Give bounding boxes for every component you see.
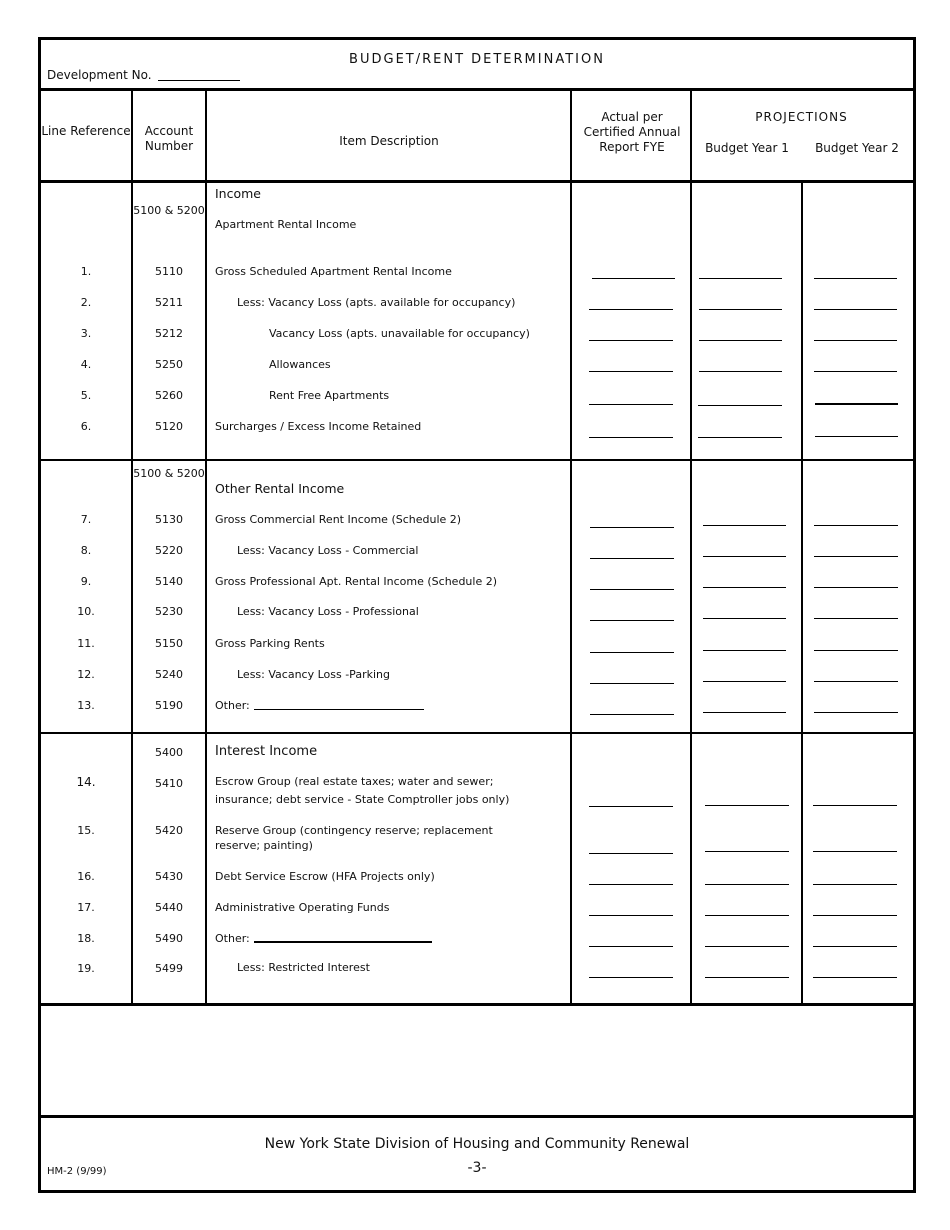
development-label: Development No. [47, 68, 152, 82]
section-income-subtitle: Apartment Rental Income [215, 218, 357, 231]
year1-entry-line[interactable] [705, 851, 789, 852]
actual-entry-line[interactable] [590, 620, 674, 621]
item-description-cont: reserve; painting) [215, 839, 313, 852]
year2-entry-line[interactable] [814, 278, 897, 279]
section-other-account: 5100 & 5200 [133, 467, 205, 480]
item-description: Rent Free Apartments [269, 389, 390, 402]
actual-entry-line[interactable] [589, 977, 673, 978]
line-ref: 13. [77, 699, 95, 712]
line-ref: 2. [80, 296, 92, 309]
col-divider-4 [690, 88, 692, 1004]
page-number: -3- [467, 1160, 487, 1176]
actual-entry-line[interactable] [589, 404, 673, 405]
line-ref: 7. [80, 513, 92, 526]
year2-entry-line[interactable] [813, 884, 897, 885]
account-number: 5110 [155, 265, 183, 278]
year1-entry-line[interactable] [703, 650, 786, 651]
item-description: Administrative Operating Funds [215, 901, 390, 914]
account-number: 5220 [155, 544, 183, 557]
account-number: 5420 [155, 824, 183, 837]
account-number: 5190 [155, 699, 183, 712]
year1-entry-line[interactable] [705, 915, 789, 916]
actual-entry-line[interactable] [589, 437, 673, 438]
col-budget-year-1: Budget Year 1 [705, 141, 789, 155]
section-other-title: Other Rental Income [215, 481, 345, 496]
section-income-account: 5100 & 5200 [133, 204, 205, 217]
year1-entry-line[interactable] [699, 371, 782, 372]
year2-entry-line[interactable] [814, 340, 897, 341]
agency-name: New York State Division of Housing and Community Renewal [264, 1136, 690, 1152]
year1-entry-line[interactable] [705, 884, 789, 885]
title-divider [41, 88, 913, 91]
actual-entry-line[interactable] [590, 558, 674, 559]
actual-entry-line[interactable] [589, 371, 673, 372]
item-description: Gross Scheduled Apartment Rental Income [215, 265, 452, 278]
item-description: Less: Vacancy Loss - Professional [237, 605, 419, 618]
col-divider-2 [205, 88, 207, 1004]
year2-entry-line[interactable] [813, 915, 897, 916]
line-ref: 11. [77, 637, 95, 650]
item-description: Debt Service Escrow (HFA Projects only) [215, 870, 435, 883]
development-number-field[interactable] [158, 80, 240, 81]
year2-entry-line[interactable] [814, 681, 898, 682]
line-ref: 1. [80, 265, 92, 278]
actual-entry-line[interactable] [589, 340, 673, 341]
item-description: Less: Vacancy Loss - Commercial [237, 544, 419, 557]
account-number: 5410 [155, 777, 183, 790]
account-number: 5130 [155, 513, 183, 526]
footer-divider [41, 1115, 913, 1118]
year2-entry-line[interactable] [813, 805, 897, 806]
year1-entry-line[interactable] [705, 977, 789, 978]
col-divider-3 [570, 88, 572, 1004]
year2-entry-line[interactable] [814, 309, 897, 310]
actual-entry-line[interactable] [590, 683, 674, 684]
account-number: 5212 [155, 327, 183, 340]
item-description: Gross Professional Apt. Rental Income (Schedule 2) [215, 575, 498, 588]
year2-entry-line[interactable] [815, 403, 898, 405]
actual-entry-line[interactable] [590, 527, 674, 528]
form-title: BUDGET/RENT DETERMINATION [349, 52, 605, 67]
account-number: 5440 [155, 901, 183, 914]
other-description-field[interactable] [254, 941, 432, 943]
item-description: Less: Vacancy Loss -Parking [237, 668, 390, 681]
col-actual: Actual per Certified Annual Report FYE [583, 110, 681, 154]
year2-entry-line[interactable] [813, 946, 897, 947]
section-income-title: Income [215, 186, 261, 201]
account-number: 5150 [155, 637, 183, 650]
section-divider-1 [41, 459, 913, 461]
account-number: 5230 [155, 605, 183, 618]
col-budget-year-2: Budget Year 2 [815, 141, 899, 155]
line-ref: 10. [77, 605, 95, 618]
year2-entry-line[interactable] [813, 977, 897, 978]
actual-entry-line[interactable] [590, 652, 674, 653]
year2-entry-line[interactable] [814, 618, 898, 619]
actual-entry-line[interactable] [589, 806, 673, 807]
actual-entry-line[interactable] [589, 309, 673, 310]
item-description [215, 698, 424, 713]
form-number: HM-2 (9/99) [47, 1166, 107, 1177]
other-label: Other: [215, 932, 250, 945]
item-description: Less: Vacancy Loss (apts. available for occupancy) [237, 296, 516, 309]
section-interest-title: Interest Income [215, 744, 318, 759]
actual-entry-line[interactable] [589, 915, 673, 916]
header-divider [41, 180, 913, 183]
item-description: Gross Parking Rents [215, 637, 325, 650]
account-number: 5250 [155, 358, 183, 371]
account-number: 5140 [155, 575, 183, 588]
section-interest-account: 5400 [155, 746, 183, 759]
col-projections: PROJECTIONS [755, 110, 848, 124]
year2-entry-line[interactable] [814, 587, 898, 588]
year1-entry-line[interactable] [703, 525, 786, 526]
actual-entry-line[interactable] [589, 884, 673, 885]
item-description: Surcharges / Excess Income Retained [215, 420, 422, 433]
actual-entry-line[interactable] [590, 589, 674, 590]
account-number: 5211 [155, 296, 183, 309]
col-item-description: Item Description [339, 134, 439, 148]
item-description: Reserve Group (contingency reserve; replacement [215, 824, 493, 837]
col-line-reference: Line Reference [41, 124, 131, 138]
year1-entry-line[interactable] [703, 712, 786, 713]
year1-entry-line[interactable] [699, 340, 782, 341]
account-number: 5260 [155, 389, 183, 402]
line-ref: 17. [77, 901, 95, 914]
item-description: Escrow Group (real estate taxes; water and sewer; [215, 775, 494, 788]
year1-entry-line[interactable] [698, 437, 782, 438]
year2-entry-line[interactable] [814, 525, 898, 526]
section-divider-2 [41, 732, 913, 734]
year2-entry-line[interactable] [815, 436, 898, 437]
line-ref: 16. [77, 870, 95, 883]
account-number: 5430 [155, 870, 183, 883]
account-number: 5240 [155, 668, 183, 681]
item-description [215, 931, 432, 946]
table-bottom-divider [41, 1003, 913, 1006]
line-ref: 9. [80, 575, 92, 588]
year1-entry-line[interactable] [699, 309, 782, 310]
year2-entry-line[interactable] [814, 371, 897, 372]
actual-entry-line[interactable] [589, 946, 673, 947]
account-number: 5490 [155, 932, 183, 945]
year1-entry-line[interactable] [705, 805, 789, 806]
account-number: 5499 [155, 962, 183, 975]
year1-entry-line[interactable] [703, 681, 786, 682]
year1-entry-line[interactable] [699, 278, 782, 279]
line-ref: 8. [80, 544, 92, 557]
year1-entry-line[interactable] [698, 405, 782, 406]
year1-entry-line[interactable] [703, 587, 786, 588]
year2-entry-line[interactable] [814, 650, 898, 651]
account-number: 5120 [155, 420, 183, 433]
other-description-field[interactable] [254, 709, 424, 710]
year1-entry-line[interactable] [703, 618, 786, 619]
line-ref: 15. [77, 824, 95, 837]
form-frame [38, 37, 916, 1193]
line-ref: 5. [80, 389, 92, 402]
actual-entry-line[interactable] [589, 853, 673, 854]
line-ref: 12. [77, 668, 95, 681]
item-description: Less: Restricted Interest [237, 961, 370, 974]
line-ref: 14. [76, 775, 96, 789]
line-ref: 6. [80, 420, 92, 433]
actual-entry-line[interactable] [590, 714, 674, 715]
line-ref: 4. [80, 358, 92, 371]
line-ref: 19. [77, 962, 95, 975]
year2-entry-line[interactable] [813, 851, 897, 852]
item-description: Allowances [269, 358, 331, 371]
item-description: Vacancy Loss (apts. unavailable for occupancy) [269, 327, 530, 340]
year1-entry-line[interactable] [705, 946, 789, 947]
actual-entry-line[interactable] [592, 278, 675, 279]
col-account-number: Account Number [144, 124, 194, 153]
other-label: Other: [215, 699, 250, 712]
line-ref: 3. [80, 327, 92, 340]
year1-entry-line[interactable] [703, 556, 786, 557]
year2-entry-line[interactable] [814, 556, 898, 557]
year2-entry-line[interactable] [814, 712, 898, 713]
col-divider-5 [801, 180, 803, 1004]
item-description: Gross Commercial Rent Income (Schedule 2) [215, 513, 462, 526]
item-description-cont: insurance; debt service - State Comptroller jobs only) [215, 793, 510, 806]
line-ref: 18. [77, 932, 95, 945]
